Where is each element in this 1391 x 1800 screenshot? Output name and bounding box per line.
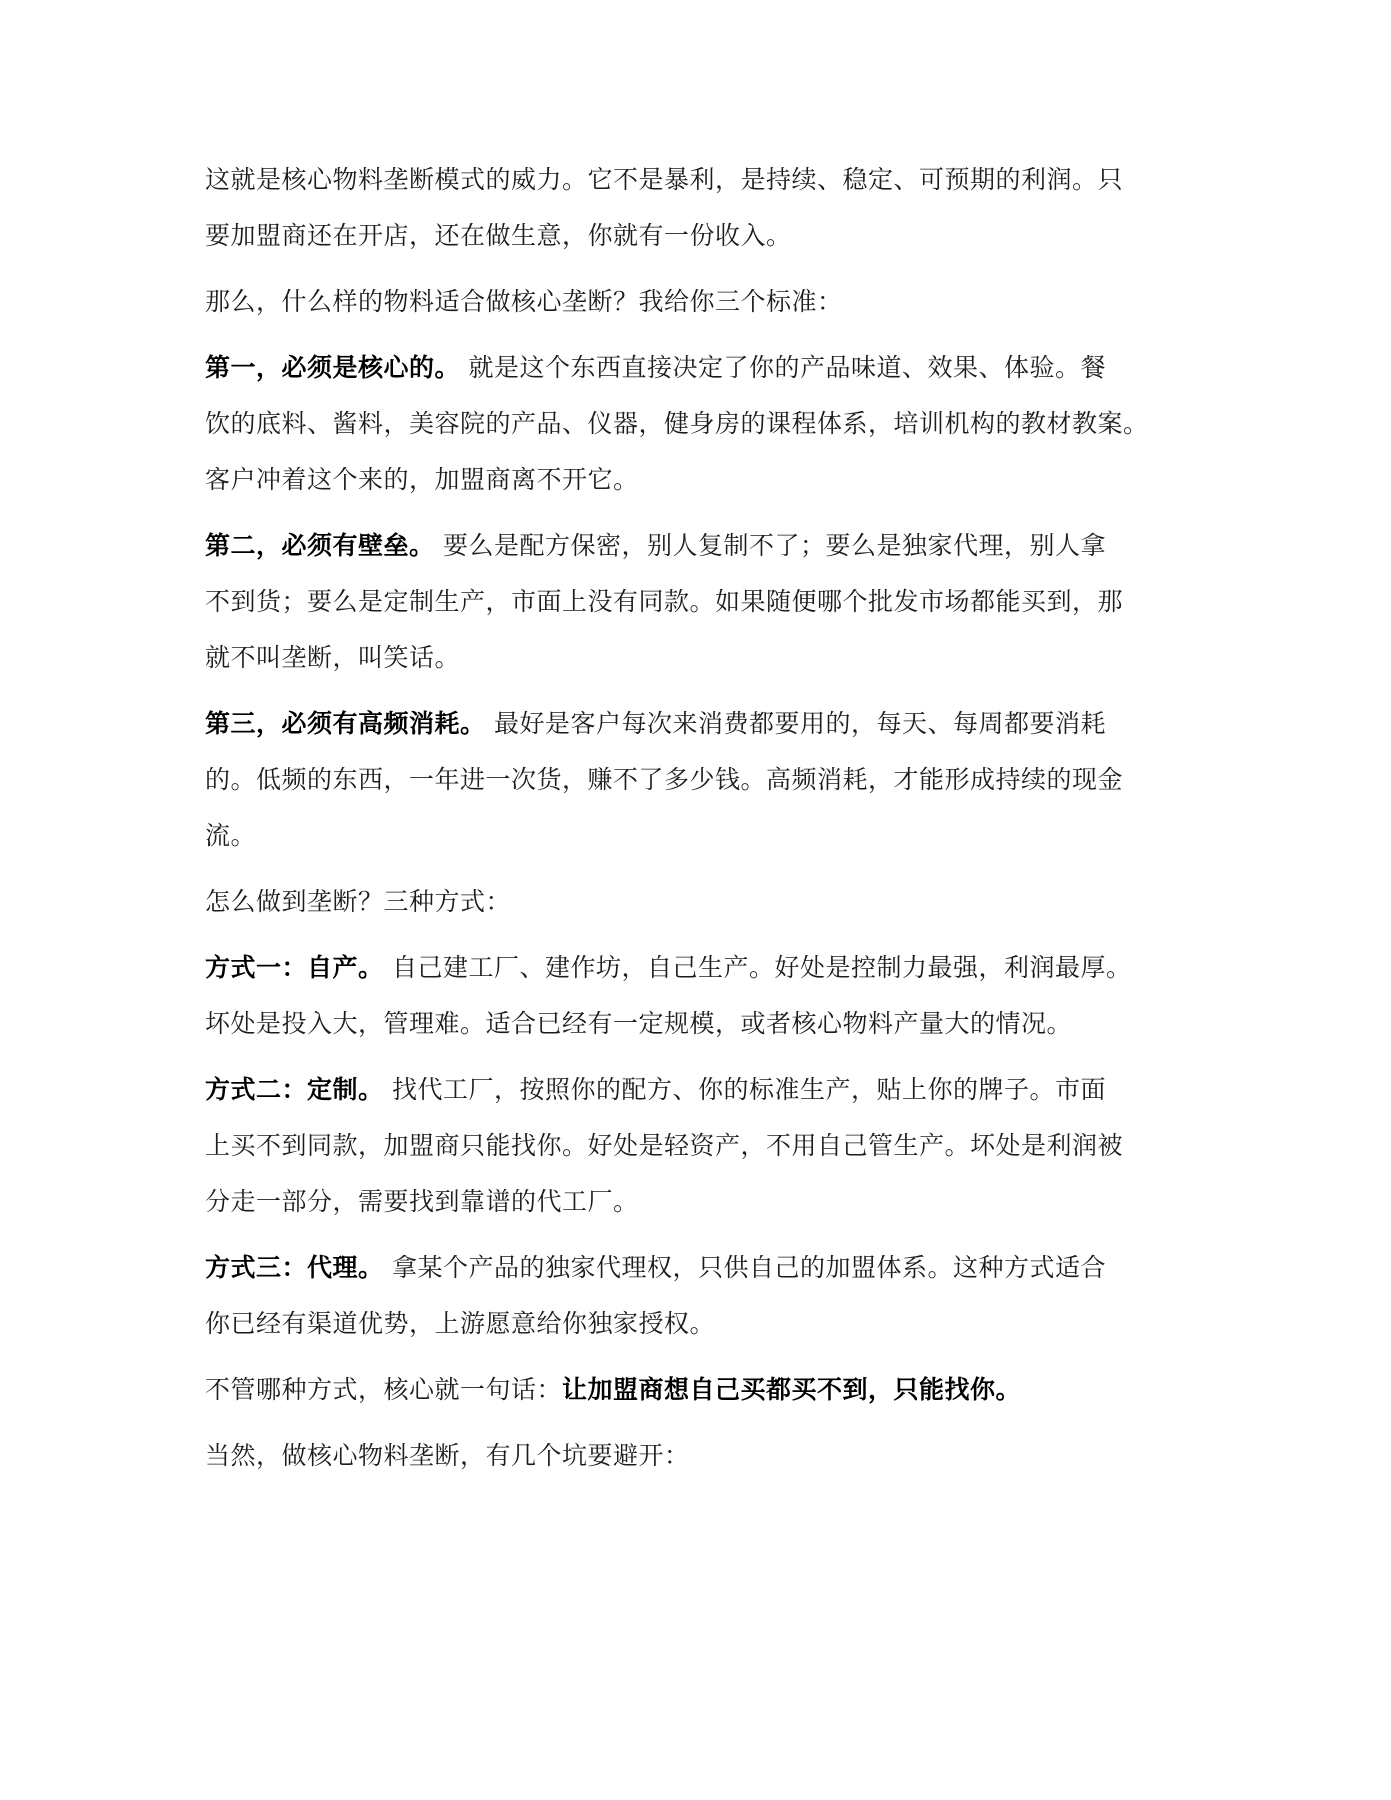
text-line: 你已经有渠道优势，上游愿意给你独家授权。 [205, 1309, 716, 1338]
bold-heading: 方式三：代理。 [205, 1253, 384, 1282]
text-line [205, 1062, 1205, 1118]
text-run: 最好是客户每次来消费都要用的，每天、每周都要消耗 [485, 709, 1106, 738]
paragraph-intro [205, 152, 1205, 264]
text-run: 自己建工厂、建作坊，自己生产。好处是控制力最强，利润最厚。 [383, 953, 1132, 982]
paragraph-method-1 [205, 940, 1205, 1052]
bold-heading: 方式一：自产。 [205, 953, 384, 982]
paragraph-criterion-3 [205, 696, 1205, 864]
text-line [205, 696, 1205, 752]
text-line: 怎么做到垄断？三种方式： [205, 887, 512, 916]
text-line [205, 340, 1205, 396]
text-line: 上买不到同款，加盟商只能找你。好处是轻资产，不用自己管生产。坏处是利润被 [205, 1131, 1124, 1160]
text-run: 拿某个产品的独家代理权，只供自己的加盟体系。这种方式适合 [383, 1253, 1106, 1282]
text-run: 找代工厂，按照你的配方、你的标准生产，贴上你的牌子。市面 [383, 1075, 1106, 1104]
text-line: 分走一部分，需要找到靠谱的代工厂。 [205, 1187, 639, 1216]
paragraph-method-3 [205, 1240, 1205, 1352]
text-line: 不到货；要么是定制生产，市面上没有同款。如果随便哪个批发市场都能买到，那 [205, 587, 1124, 616]
text-line: 要加盟商还在开店，还在做生意，你就有一份收入。 [205, 221, 792, 250]
text-line: 客户冲着这个来的，加盟商离不开它。 [205, 465, 639, 494]
text-line: 坏处是投入大，管理难。适合已经有一定规模，或者核心物料产量大的情况。 [205, 1009, 1073, 1038]
paragraph-method-2 [205, 1062, 1205, 1230]
text-line [205, 1240, 1205, 1296]
bold-key-sentence: 让加盟商想自己买都买不到，只能找你。 [562, 1375, 1022, 1404]
paragraph-criterion-2 [205, 518, 1205, 686]
text-line: 饮的底料、酱料，美容院的产品、仪器，健身房的课程体系，培训机构的教材教案。 [205, 409, 1149, 438]
paragraph-methods-intro [205, 874, 1205, 930]
paragraph-key-point [205, 1362, 1205, 1418]
bold-heading: 第一，必须是核心的。 [205, 353, 461, 382]
bold-heading: 方式二：定制。 [205, 1075, 384, 1104]
bold-heading: 第三，必须有高频消耗。 [205, 709, 486, 738]
text-line [205, 1362, 1205, 1418]
text-run: 就是这个东西直接决定了你的产品味道、效果、体验。餐 [460, 353, 1106, 382]
text-line: 这就是核心物料垄断模式的威力。它不是暴利，是持续、稳定、可预期的利润。只 [205, 165, 1124, 194]
text-line: 那么，什么样的物料适合做核心垄断？我给你三个标准： [205, 287, 843, 316]
text-run: 要么是配方保密，别人复制不了；要么是独家代理，别人拿 [434, 531, 1106, 560]
text-line: 当然，做核心物料垄断，有几个坑要避开： [205, 1441, 690, 1470]
paragraph-question [205, 274, 1205, 330]
text-run: 不管哪种方式，核心就一句话： [205, 1375, 563, 1404]
text-line [205, 940, 1205, 996]
text-line: 的。低频的东西，一年进一次货，赚不了多少钱。高频消耗，才能形成持续的现金 [205, 765, 1124, 794]
text-line: 流。 [205, 821, 257, 850]
bold-heading: 第二，必须有壁垒。 [205, 531, 435, 560]
paragraph-criterion-1 [205, 340, 1205, 508]
text-line [205, 518, 1205, 574]
document-body [205, 152, 1205, 1494]
paragraph-pitfalls-intro [205, 1428, 1205, 1484]
text-line: 就不叫垄断，叫笑话。 [205, 643, 461, 672]
